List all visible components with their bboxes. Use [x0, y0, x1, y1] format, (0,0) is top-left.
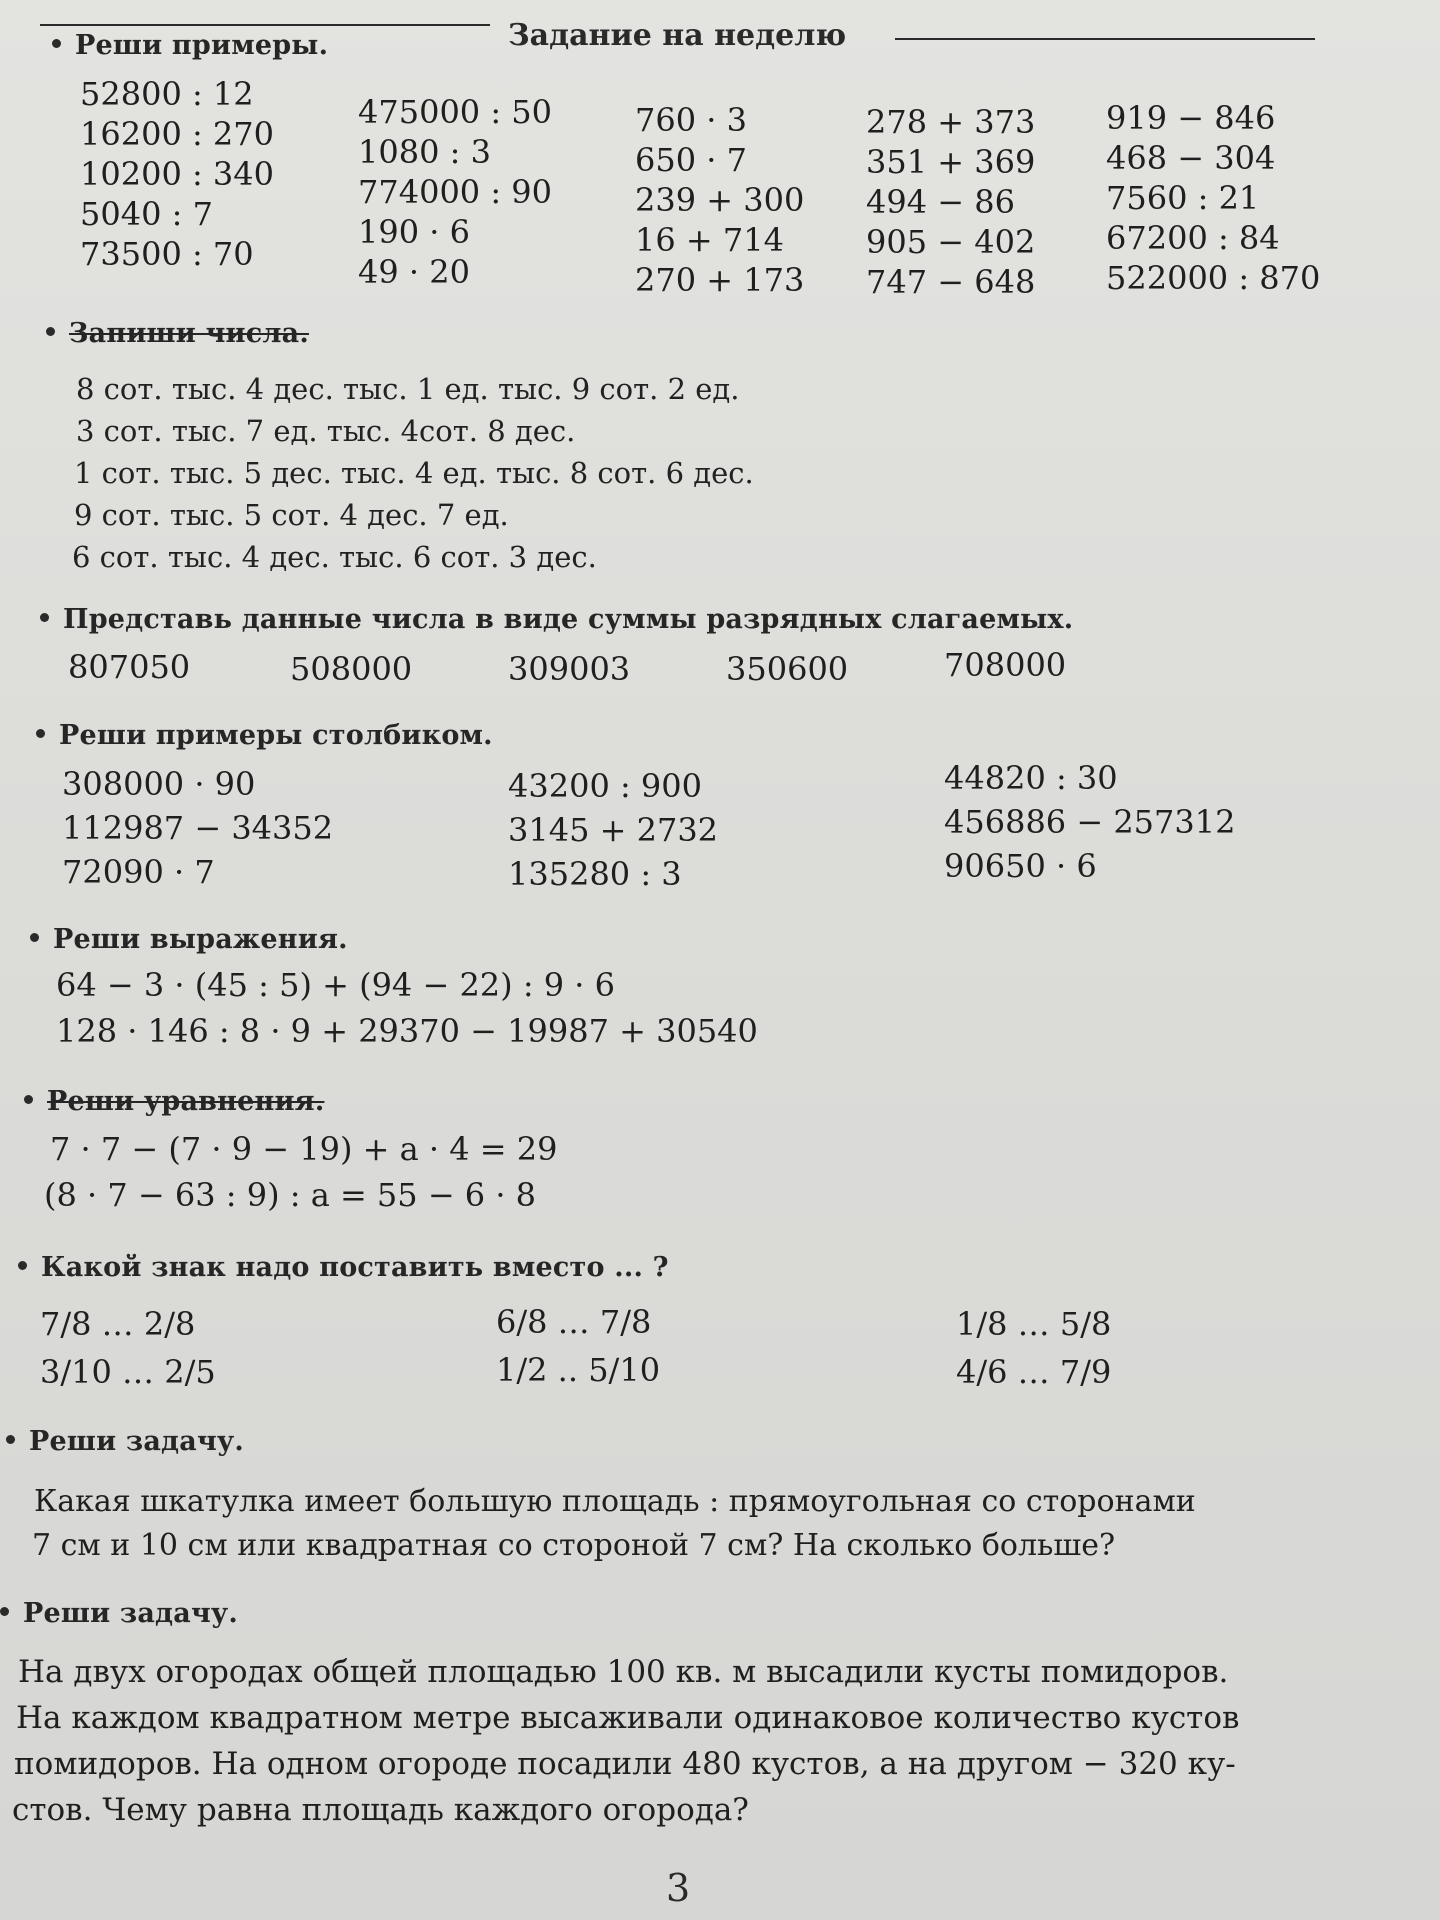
section-heading-expressions	[30, 924, 348, 955]
number-description-line: 3 сот. тыс. 7 ед. тыс. 4сот. 8 дес.	[76, 414, 576, 448]
examples-column-1	[80, 74, 274, 274]
example-item: 475000 : 50	[358, 93, 552, 131]
bullet-icon	[6, 1435, 15, 1444]
bullet-icon	[40, 613, 49, 622]
example-item: 43200 : 900	[508, 767, 702, 805]
fractions-col-3	[956, 1300, 1111, 1396]
example-item: 16200 : 270	[80, 115, 274, 153]
example-item: 270 + 173	[635, 261, 805, 299]
example-item: 905 − 402	[866, 223, 1036, 261]
heading-text: Реши выражения.	[53, 924, 348, 955]
example-item: 49 · 20	[358, 253, 470, 291]
example-item: 7560 : 21	[1106, 179, 1260, 217]
example-item: 351 + 369	[866, 143, 1036, 181]
example-item: 3145 + 2732	[508, 811, 719, 849]
example-item: 774000 : 90	[358, 173, 552, 211]
equation-line: 7 · 7 − (7 · 9 − 19) + а · 4 = 29	[50, 1130, 558, 1168]
example-item: 52800 : 12	[80, 75, 254, 113]
example-item: 468 − 304	[1106, 139, 1276, 177]
number-item: 350600	[726, 650, 849, 688]
example-item: 112987 − 34352	[62, 809, 334, 847]
example-item: 73500 : 70	[80, 235, 254, 273]
page-number: 3	[666, 1866, 691, 1910]
equation-line: (8 · 7 − 63 : 9) : а = 55 − 6 · 8	[44, 1176, 537, 1214]
example-item: 308000 · 90	[62, 765, 256, 803]
bullet-icon	[30, 933, 39, 942]
example-item: 67200 : 84	[1106, 219, 1280, 257]
fraction-compare-item: 3/10 … 2/5	[40, 1353, 216, 1391]
example-item: 278 + 373	[866, 103, 1036, 141]
bullet-icon	[46, 327, 55, 336]
heading-text: Реши примеры.	[75, 30, 329, 61]
header-rule-left	[40, 24, 490, 26]
examples-column-4	[866, 102, 1035, 302]
problem-text-line: помидоров. На одном огороде посадили 480 кустов, а на другом − 320 ку-	[14, 1746, 1236, 1782]
fractions-col-1	[40, 1300, 216, 1396]
examples-column-3	[635, 100, 804, 300]
heading-text: Реши задачу.	[29, 1426, 244, 1457]
number-item: 309003	[508, 650, 631, 688]
fraction-compare-item: 4/6 … 7/9	[956, 1353, 1112, 1391]
examples-column-5	[1106, 98, 1320, 298]
example-item: 72090 · 7	[62, 853, 215, 891]
example-item: 747 − 648	[866, 263, 1036, 301]
section-heading-problem-2	[0, 1598, 238, 1629]
bullet-icon	[36, 729, 45, 738]
section-heading-equations	[24, 1086, 324, 1117]
number-item: 807050	[68, 648, 191, 686]
heading-text: Реши примеры столбиком.	[59, 720, 493, 751]
example-item: 16 + 714	[635, 221, 784, 259]
example-item: 1080 : 3	[358, 133, 491, 171]
fractions-col-2	[496, 1298, 660, 1394]
number-description-line: 9 сот. тыс. 5 сот. 4 дес. 7 ед.	[74, 498, 509, 532]
heading-text: Какой знак надо поставить вместо ... ?	[41, 1252, 669, 1283]
number-description-line: 8 сот. тыс. 4 дес. тыс. 1 ед. тыс. 9 сот. 2 ед.	[76, 372, 740, 406]
header-rule-right	[895, 38, 1315, 40]
heading-text: Представь данные числа в виде суммы разрядных слагаемых.	[63, 604, 1074, 635]
problem-text-line: 7 см и 10 см или квадратная со стороной 7 см? На сколько больше?	[32, 1528, 1116, 1563]
problem-text-line: На двух огородах общей площадью 100 кв. м высадили кусты помидоров.	[18, 1654, 1229, 1690]
section-heading-solve-examples	[52, 30, 328, 61]
example-item: 522000 : 870	[1106, 259, 1321, 297]
bullet-icon	[24, 1095, 33, 1104]
expression-line: 128 · 146 : 8 · 9 + 29370 − 19987 + 30540	[56, 1012, 758, 1050]
section-heading-write-numbers	[46, 318, 309, 349]
fraction-compare-item: 6/8 … 7/8	[496, 1303, 652, 1341]
section-heading-compare-sign	[18, 1252, 669, 1283]
example-item: 5040 : 7	[80, 195, 213, 233]
heading-text: Реши уравнения.	[47, 1086, 325, 1117]
example-item: 456886 − 257312	[944, 803, 1236, 841]
number-item: 508000	[290, 650, 413, 688]
fraction-compare-item: 1/2 .. 5/10	[496, 1351, 661, 1389]
number-description-line: 1 сот. тыс. 5 дес. тыс. 4 ед. тыс. 8 сот. 6 дес.	[74, 456, 754, 490]
problem-text-line: стов. Чему равна площадь каждого огорода?	[12, 1792, 749, 1828]
column-examples-col-1	[62, 762, 333, 894]
section-heading-column-examples	[36, 720, 493, 751]
heading-text: Запиши числа.	[69, 318, 309, 349]
example-item: 494 − 86	[866, 183, 1015, 221]
number-description-line: 6 сот. тыс. 4 дес. тыс. 6 сот. 3 дес.	[72, 540, 597, 574]
example-item: 919 − 846	[1106, 99, 1276, 137]
section-heading-problem-1	[6, 1426, 244, 1457]
fraction-compare-item: 7/8 … 2/8	[40, 1305, 196, 1343]
column-examples-col-3	[944, 756, 1235, 888]
bullet-icon	[52, 39, 61, 48]
page-title: Задание на неделю	[508, 18, 847, 53]
example-item: 239 + 300	[635, 181, 805, 219]
example-item: 90650 · 6	[944, 847, 1097, 885]
example-item: 10200 : 340	[80, 155, 274, 193]
example-item: 135280 : 3	[508, 855, 682, 893]
examples-column-2	[358, 92, 552, 292]
problem-text-line: На каждом квадратном метре высаживали одинаковое количество кустов	[16, 1700, 1240, 1736]
problem-text-line: Какая шкатулка имеет большую площадь : прямоугольная со сторонами	[34, 1484, 1196, 1519]
example-item: 190 · 6	[358, 213, 470, 251]
section-heading-place-value-sum	[40, 604, 1073, 635]
heading-text: Реши задачу.	[23, 1598, 238, 1629]
example-item: 650 · 7	[635, 141, 747, 179]
number-item: 708000	[944, 646, 1067, 684]
bullet-icon	[18, 1261, 27, 1270]
column-examples-col-2	[508, 764, 718, 896]
fraction-compare-item: 1/8 … 5/8	[956, 1305, 1112, 1343]
expression-line: 64 − 3 · (45 : 5) + (94 − 22) : 9 · 6	[56, 966, 615, 1004]
example-item: 44820 : 30	[944, 759, 1118, 797]
bullet-icon	[0, 1607, 9, 1616]
example-item: 760 · 3	[635, 101, 747, 139]
